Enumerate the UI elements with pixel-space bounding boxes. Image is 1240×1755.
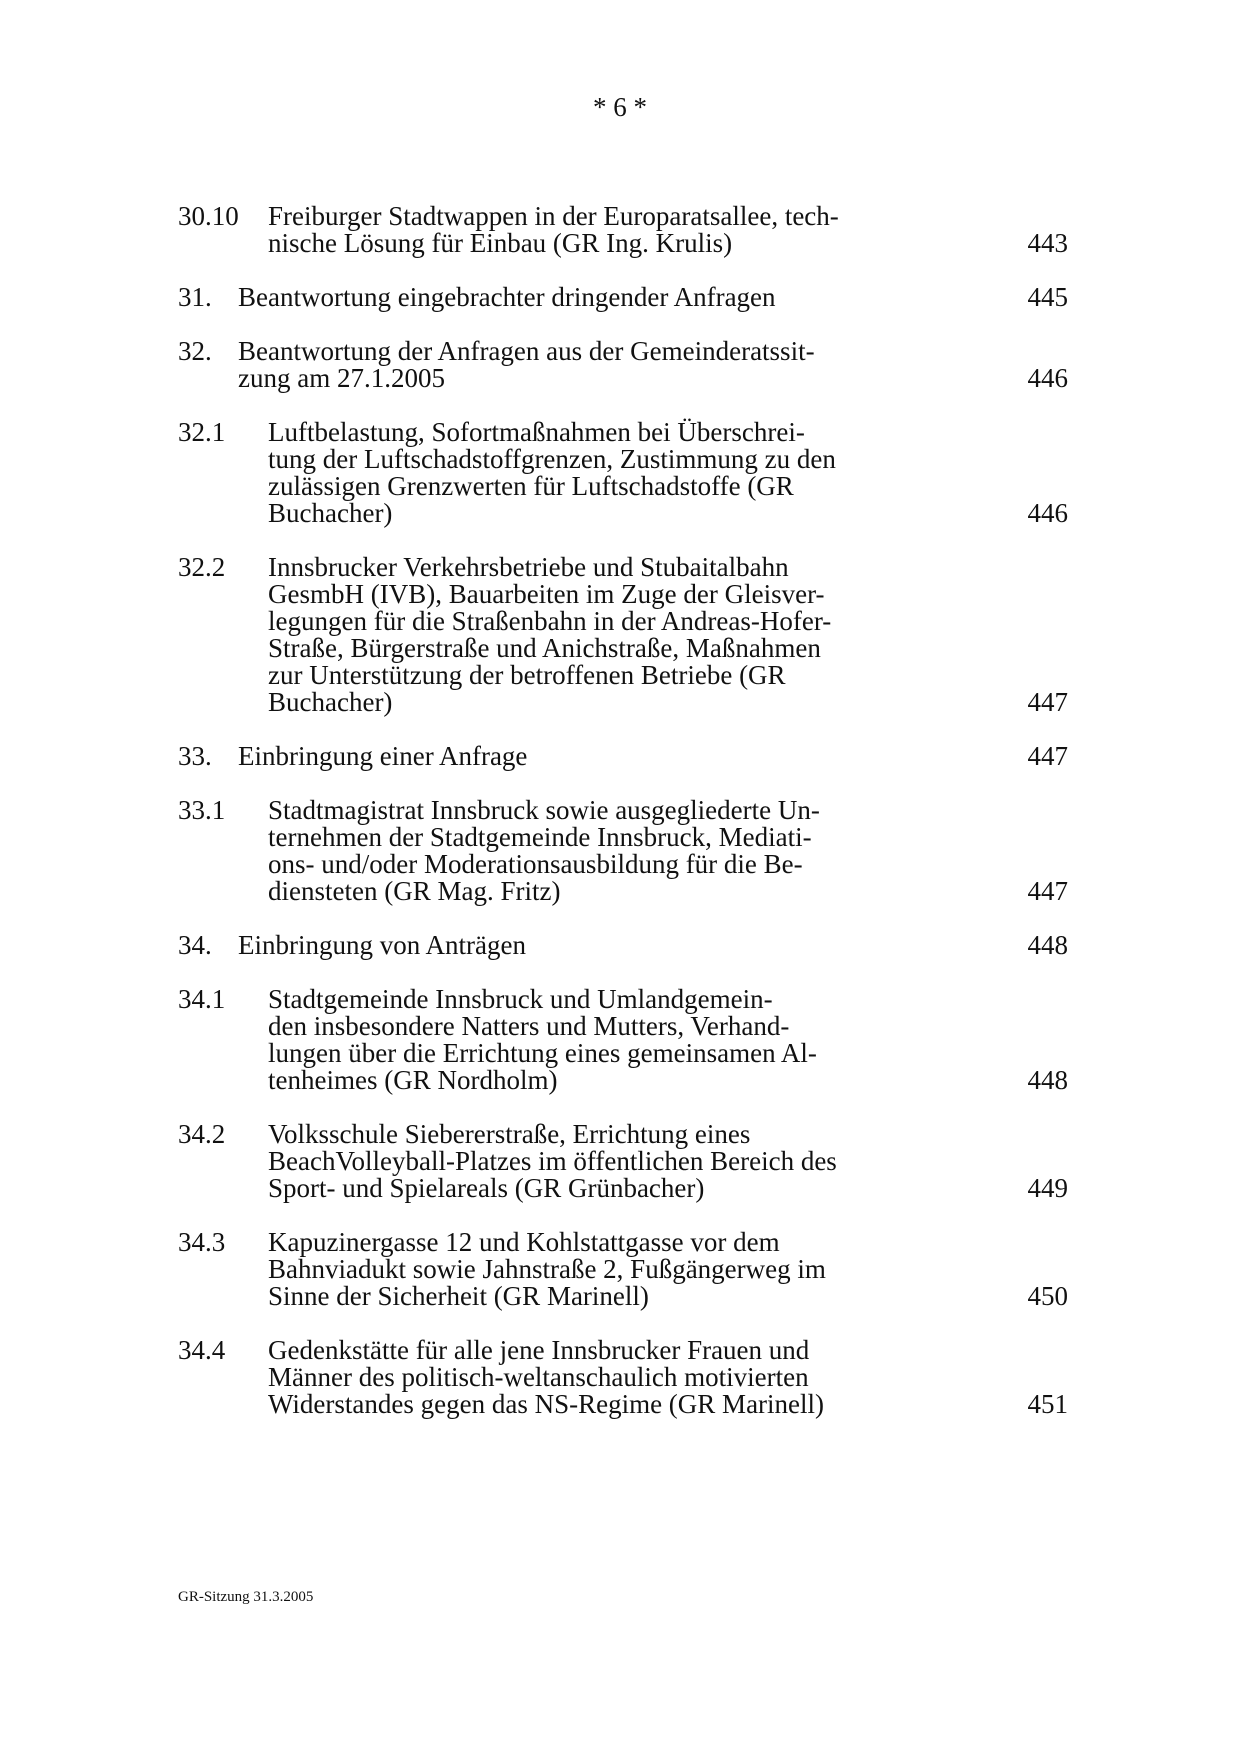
toc-entry-number: 30.10 <box>178 201 239 231</box>
toc-entry-number: 33. <box>178 741 212 771</box>
toc-entry-34-2 <box>178 1121 1068 1202</box>
toc-entry-title: Gedenkstätte für alle jene Innsbrucker Frauen und Männer des politisch-weltanschaulich motivierten Widerstandes gegen das NS-Regime (GR Marinell) <box>268 1335 825 1419</box>
toc-entry-title: Beantwortung der Anfragen aus der Gemeinderatssit- zung am 27.1.2005 <box>238 336 815 393</box>
toc-entry-title: Innsbrucker Verkehrsbetriebe und Stubaitalbahn GesmbH (IVB), Bauarbeiten im Zuge der Gleisver- legungen für die Straßenbahn in der Andreas-Hofer- Straße, Bürgerstraße und Anichstraße, Maßnahmen zur Unterstützung der betroffenen Betriebe (GR Buchacher) <box>268 552 832 717</box>
toc-entry-number: 34.3 <box>178 1227 226 1257</box>
toc-entry-number: 33.1 <box>178 795 226 825</box>
toc-entry-number: 34.1 <box>178 984 226 1014</box>
toc-entry-number: 32.2 <box>178 552 226 582</box>
toc-entry-page: 443 <box>1027 228 1068 258</box>
toc-entry-page: 447 <box>1027 687 1068 717</box>
toc-entry-title: Einbringung einer Anfrage <box>238 741 528 771</box>
toc-entry-title: Volksschule Siebererstraße, Errichtung eines BeachVolleyball-Platzes im öffentlichen Bereich des Sport- und Spielareals (GR Grünbacher) <box>268 1119 837 1203</box>
page-footer: GR-Sitzung 31.3.2005 <box>178 1589 314 1605</box>
toc-entry-33 <box>178 743 1068 770</box>
toc-entry-page: 448 <box>1027 930 1068 960</box>
toc-entry-32 <box>178 338 1068 392</box>
toc-entry-page: 445 <box>1027 282 1068 312</box>
toc-entry-title: Stadtgemeinde Innsbruck und Umlandgemein- den insbesondere Natters und Mutters, Verhand- lungen über die Errichtung eines gemeinsamen Al- tenheimes (GR Nordholm) <box>268 984 817 1095</box>
toc-entry-number: 34. <box>178 930 212 960</box>
toc-entry-34-1 <box>178 986 1068 1094</box>
toc-entry-page: 450 <box>1027 1281 1068 1311</box>
toc-entry-page: 447 <box>1027 741 1068 771</box>
toc-entry-page: 447 <box>1027 876 1068 906</box>
table-of-contents <box>178 203 1068 1445</box>
toc-entry-title: Einbringung von Anträgen <box>238 930 526 960</box>
toc-entry-34-3 <box>178 1229 1068 1310</box>
toc-entry-page: 451 <box>1027 1389 1068 1419</box>
toc-entry-number: 31. <box>178 282 212 312</box>
toc-entry-page: 446 <box>1027 498 1068 528</box>
toc-entry-number: 32.1 <box>178 417 226 447</box>
toc-entry-number: 34.2 <box>178 1119 226 1149</box>
toc-entry-33-1 <box>178 797 1068 905</box>
toc-entry-page: 448 <box>1027 1065 1068 1095</box>
toc-entry-32-2 <box>178 554 1068 716</box>
page-number: * 6 * <box>593 92 647 122</box>
toc-entry-number: 32. <box>178 336 212 366</box>
toc-entry-title: Kapuzinergasse 12 und Kohlstattgasse vor dem Bahnviadukt sowie Jahnstraße 2, Fußgängerweg im Sinne der Sicherheit (GR Marinell) <box>268 1227 826 1311</box>
toc-entry-title: Beantwortung eingebrachter dringender Anfragen <box>238 282 776 312</box>
toc-entry-page: 449 <box>1027 1173 1068 1203</box>
toc-entry-34 <box>178 932 1068 959</box>
toc-entry-number: 34.4 <box>178 1335 226 1365</box>
toc-entry-30-10 <box>178 203 1068 257</box>
toc-entry-32-1 <box>178 419 1068 527</box>
toc-entry-title: Luftbelastung, Sofortmaßnahmen bei Überschrei- tung der Luftschadstoffgrenzen, Zustimmung zu den zulässigen Grenzwerten für Luftschadstoffe (GR Buchacher) <box>268 417 836 528</box>
toc-entry-title: Freiburger Stadtwappen in der Europaratsallee, tech- nische Lösung für Einbau (GR Ing. Krulis) <box>268 201 839 258</box>
toc-entry-page: 446 <box>1027 363 1068 393</box>
toc-entry-34-4 <box>178 1337 1068 1418</box>
toc-entry-31 <box>178 284 1068 311</box>
toc-entry-title: Stadtmagistrat Innsbruck sowie ausgegliederte Un- ternehmen der Stadtgemeinde Innsbruck, Mediati- ons- und/oder Moderationsausbildung für die Be- diensteten (GR Mag. Fritz) <box>268 795 820 906</box>
